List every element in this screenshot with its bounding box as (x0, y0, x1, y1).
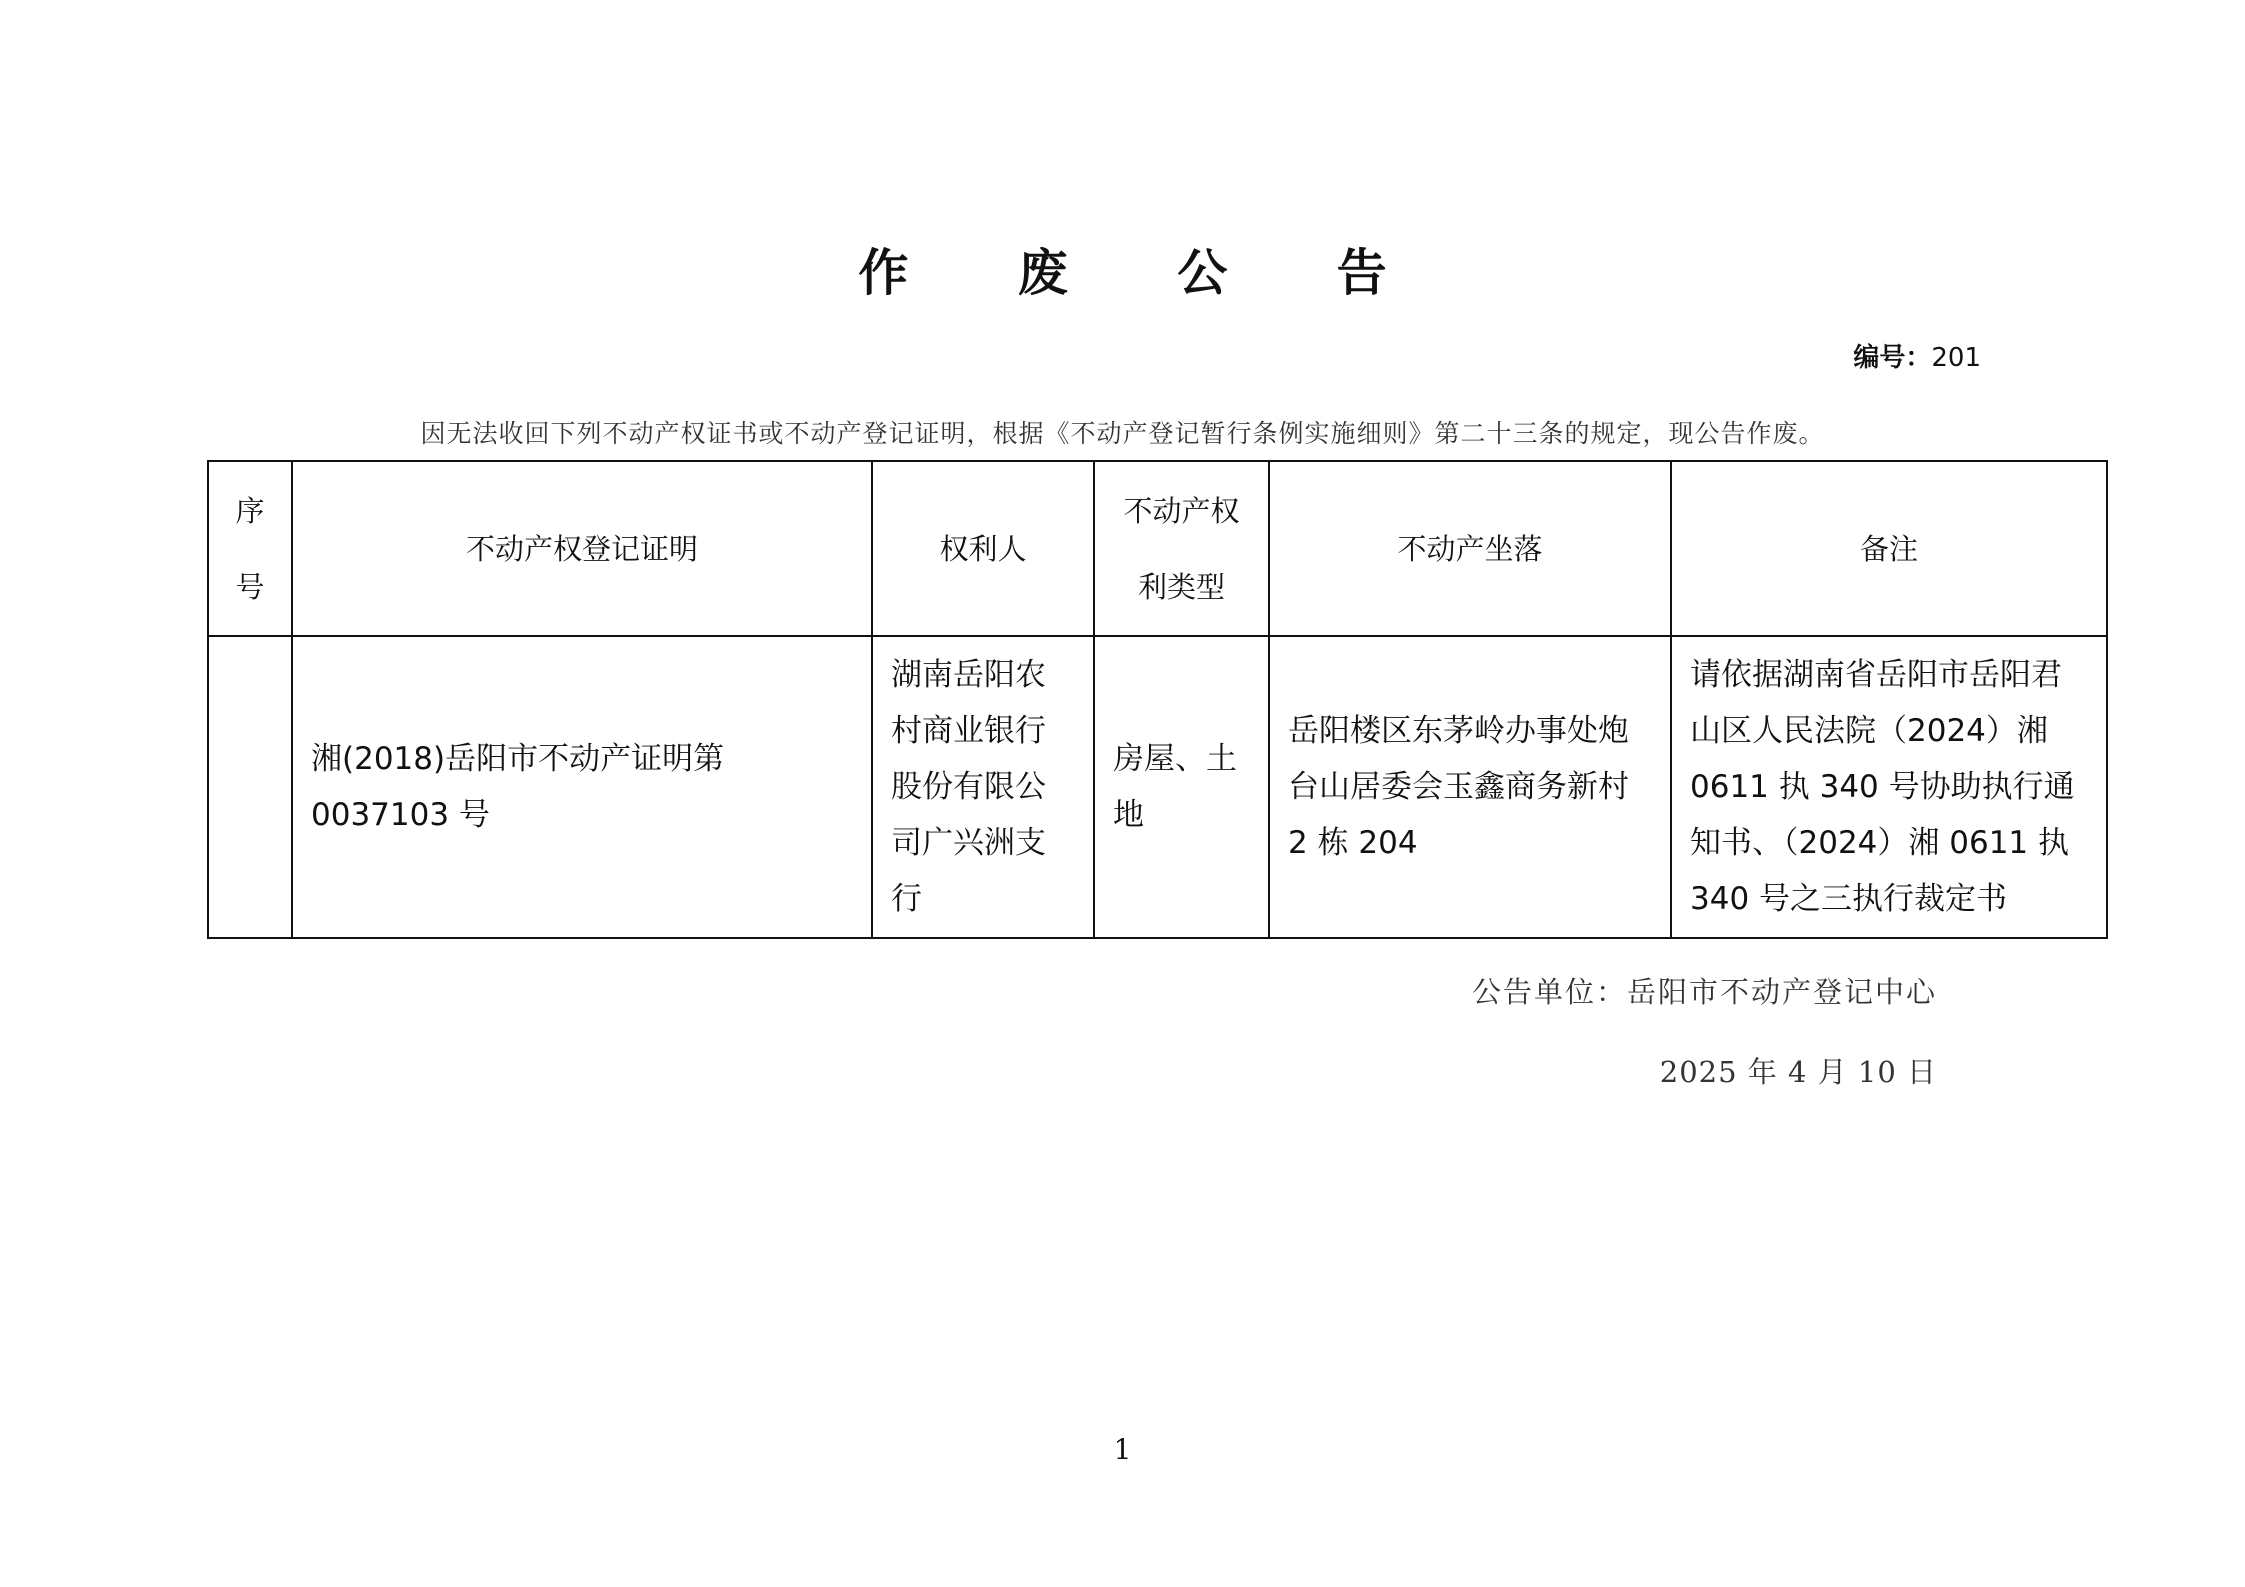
intro-paragraph: 因无法收回下列不动产权证书或不动产登记证明，根据《不动产登记暂行条例实施细则》第二十三条的规定，现公告作废。 (420, 419, 1825, 448)
header-seq: 序号 (208, 461, 292, 636)
issuer-line: 公告单位：岳阳市不动产登记中心 (1471, 975, 1937, 1009)
void-notice-table (207, 460, 2108, 939)
page-number: 1 (1113, 1433, 1132, 1466)
header-certificate: 不动产权登记证明 (292, 461, 872, 636)
serial-label: 编号： (1853, 343, 1932, 373)
cell-right-type: 房屋、土地 (1094, 636, 1269, 938)
header-remark: 备注 (1671, 461, 2107, 636)
table-header-row (208, 461, 2107, 636)
cell-remark: 请依据湖南省岳阳市岳阳君山区人民法院（2024）湘 0611 执 340 号协助执行通知书、（2024）湘 0611 执 340 号之三执行裁定书 (1671, 636, 2107, 938)
cell-certificate: 湘(2018)岳阳市不动产证明第 0037103 号 (292, 636, 872, 938)
serial-number (1853, 338, 1981, 378)
cell-location: 岳阳楼区东茅岭办事处炮台山居委会玉鑫商务新村 2 栋 204 (1269, 636, 1671, 938)
table-row (208, 636, 2107, 938)
header-location: 不动产坐落 (1269, 461, 1671, 636)
issue-date: 2025 年 4 月 10 日 (1659, 1055, 1937, 1089)
cell-seq (208, 636, 292, 938)
header-holder: 权利人 (872, 461, 1094, 636)
header-right-type: 不动产权利类型 (1094, 461, 1269, 636)
document-title: 作 废 公 告 (858, 244, 1433, 302)
cell-holder: 湖南岳阳农村商业银行股份有限公司广兴洲支行 (872, 636, 1094, 938)
serial-value: 201 (1931, 343, 1981, 373)
